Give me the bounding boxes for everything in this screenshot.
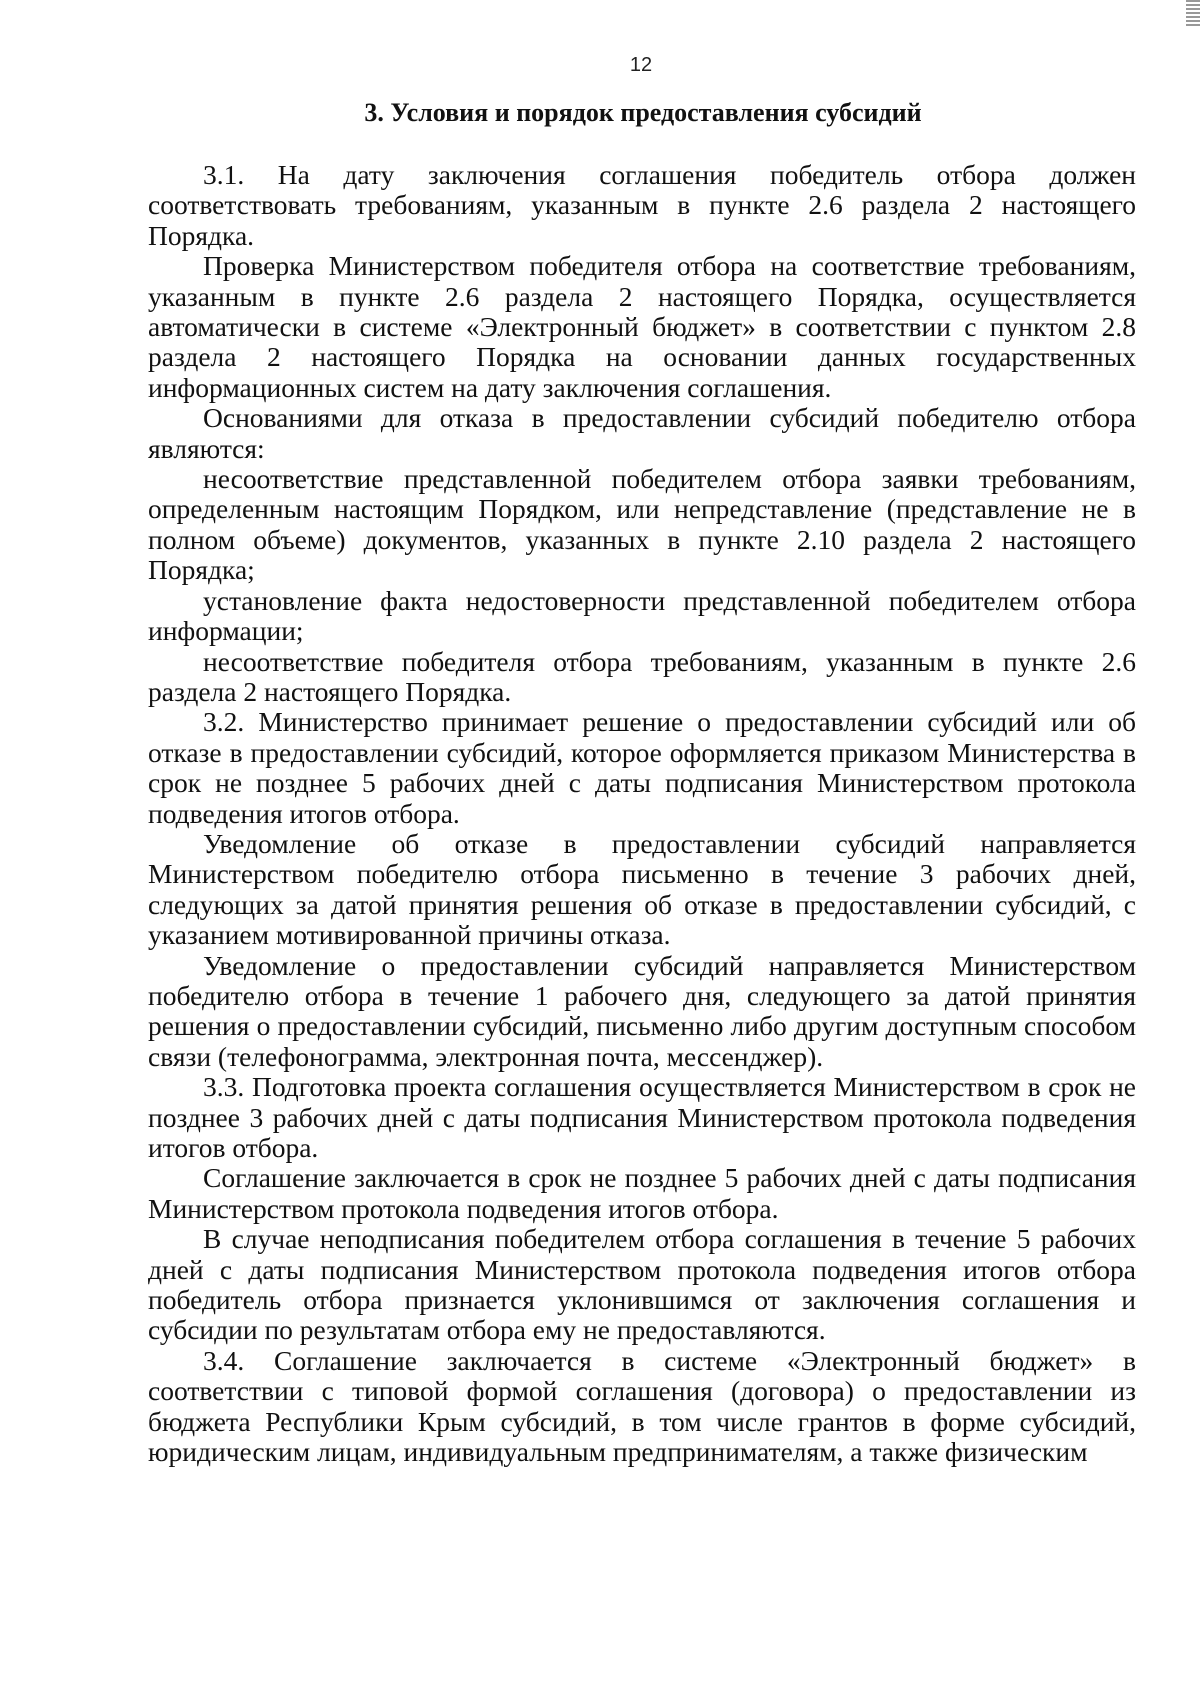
paragraph-refusal-notice: Уведомление об отказе в предоставлении субсидий направляется Министерством победителю отбора письменно в течение 3 рабочих дней, следующих за датой принятия решения об отказе в предоставлении субсидий, с указанием мотивированной причины отказа. (148, 827, 1136, 951)
paragraph-3-2: 3.2. Министерство принимает решение о предоставлении субсидий или об отказе в предоставлении субсидий, которое оформляется приказом Министерства в срок не позднее 5 рабочих дней с даты подписания Министерством протокола подведения итогов отбора. (148, 706, 1136, 829)
paragraph-grant-notice: Уведомление о предоставлении субсидий направляется Министерством победителю отбора в течение 1 рабочего дня, следующего за датой принятия решения о предоставлении субсидий, письменно либо другим доступным способом связи (телефонограмма, электронная почта, мессенджер). (148, 949, 1136, 1072)
list-item-noncompliance-winner: несоответствие победителя отбора требованиям, указанным в пункте 2.6 раздела 2 настоящего Порядка. (148, 645, 1136, 707)
page-number: 12 (629, 54, 653, 76)
paragraph-3-1: 3.1. На дату заключения соглашения победитель отбора должен соответствовать требованиям, указанным в пункте 2.6 раздела 2 настоящего Порядка. (148, 159, 1136, 251)
list-item-noncompliance-application: несоответствие представленной победителем отбора заявки требованиям, определенным настоящим Порядком, или непредставление (представление не в полном объеме) документов, указанных в пункте 2.10 раздела 2 настоящего Порядка; (148, 463, 1136, 586)
scan-corner-mark (1186, 0, 1200, 26)
document-body (148, 160, 1136, 1467)
paragraph-agreement-term: Соглашение заключается в срок не позднее 5 рабочих дней с даты подписания Министерством протокола подведения итогов отбора. (148, 1162, 1136, 1224)
paragraph-verification: Проверка Министерством победителя отбора на соответствие требованиям, указанным в пункте 2.6 раздела 2 настоящего Порядка, осуществляется автоматически в системе «Электронный бюджет» в соответствии с пунктом 2.8 раздела 2 настоящего Порядка на основании данных государственных информационных систем на дату заключения соглашения. (148, 250, 1136, 403)
paragraph-3-3: 3.3. Подготовка проекта соглашения осуществляется Министерством в срок не позднее 3 рабочих дней с даты подписания Министерством протокола подведения итогов отбора. (148, 1071, 1136, 1163)
paragraph-3-4: 3.4. Соглашение заключается в системе «Электронный бюджет» в соответствии с типовой формой соглашения (договора) о предоставлении из бюджета Республики Крым субсидий, в том числе грантов в форме субсидий, юридическим лицам, индивидуальным предпринимателям, а также физическим (148, 1344, 1136, 1468)
paragraph-refusal-grounds: Основаниями для отказа в предоставлении субсидий победителю отбора являются: (148, 402, 1136, 464)
section-title: 3. Условия и порядок предоставления субсидий (364, 98, 922, 127)
list-item-false-information: установление факта недостоверности представленной победителем отбора информации; (148, 584, 1136, 647)
paragraph-non-signing: В случае неподписания победителем отбора соглашения в течение 5 рабочих дней с даты подписания Министерством протокола подведения итогов отбора победитель отбора признается уклонившимся от заключения соглашения и субсидии по результатам отбора ему не предоставляются. (148, 1223, 1136, 1346)
